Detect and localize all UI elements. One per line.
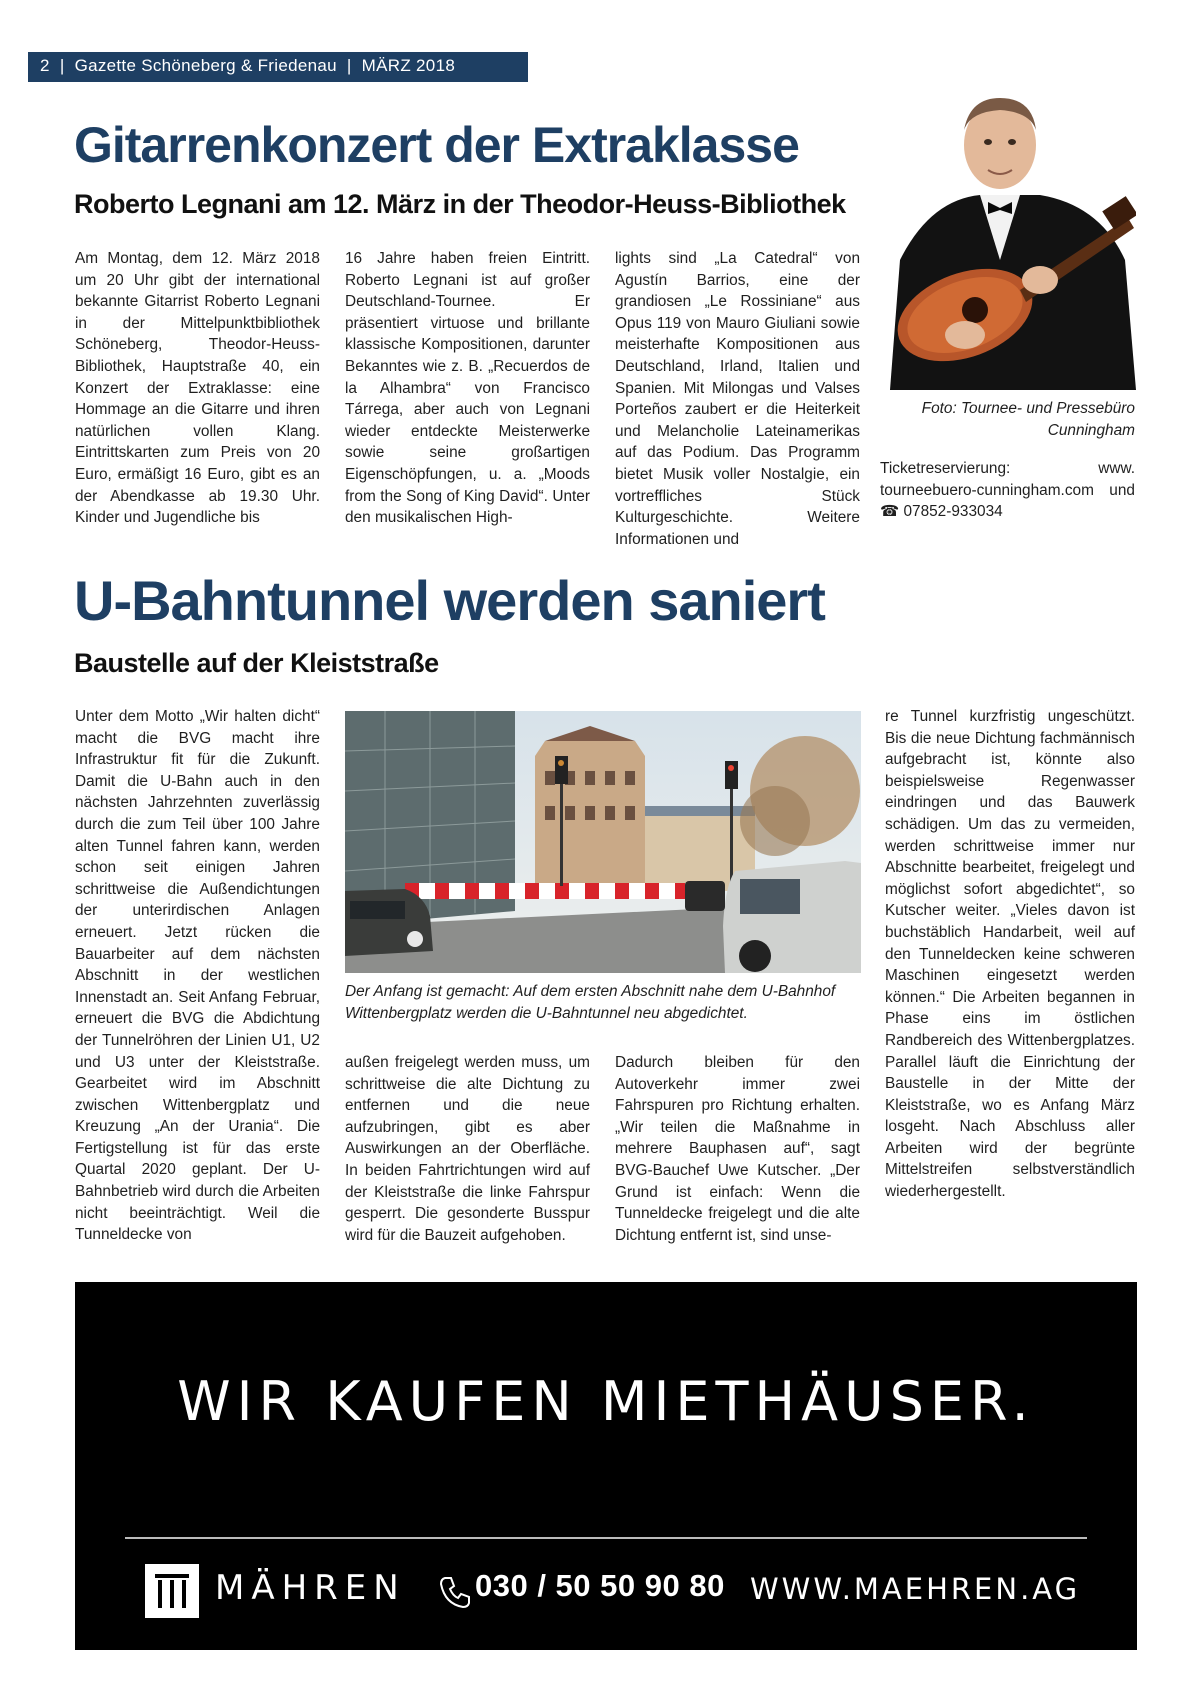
page-number: 2 <box>40 56 50 75</box>
article1-headline: Gitarrenkonzert der Extraklasse <box>74 117 799 173</box>
article2-column-3: Dadurch bleiben für den Autoverkehr immer zwei Fahrspuren pro Richtung erhalten. „Wir teilen die Maßnahme in mehrere Bauphasen auf“, sagt BVG-Bauchef Uwe Kutscher. „Der Grund ist einfach: Wenn die Tunneldecke freigelegt und die alte Dichtung entfernt ist, sind unse- <box>615 1054 860 1244</box>
advertisement-banner <box>75 1282 1137 1650</box>
photo-caption: Der Anfang ist gemacht: Auf dem ersten Abschnitt nahe dem U-Bahnhof Wittenbergplatz werden die U-Bahntunnel neu abgedichtet. <box>345 983 836 1022</box>
issue-date: MÄRZ 2018 <box>361 56 456 75</box>
article2-column-2: außen freigelegt werden muss, um schrittweise die alte Dichtung zu entfernen und die neue aufzubringen, gibt es aber Auswirkungen an der Oberfläche. In beiden Fahrtrichtungen wird auf der Kleiststraße die linke Fahrspur gesperrt. Die gesonderte Busspur wird für die Bauzeit aufgehoben. <box>345 1054 590 1244</box>
publication-name: Gazette Schöneberg & Friedenau <box>74 56 337 75</box>
photo-credit: Foto: Tournee- und Pressebüro Cunningham <box>921 400 1135 439</box>
article2-column-4: re Tunnel kurzfristig ungeschützt. Bis die neue Dichtung fachmännisch aufgebracht ist, könnte also beispielsweise Regenwasser eindringen und das Bauwerk schädigen. Um das zu vermeiden, werden schrittweise immer nur Abschnitte bearbeitet, freigelegt und möglichst sofort abgedichtet“, so Kutscher weiter. „Vieles davon ist buchstäblich Handarbeit, weil auf den Tunneldecken keine schweren Maschinen eingesetzt werden können.“ Die Arbeiten begannen in Phase eins im östlichen Randbereich des Wittenbergplatzes. Parallel läuft die Einrichtung der Baustelle in der Mitte der Kleiststraße, wo es Anfang März losgeht. Nach Abschluss aller Arbeiten wird der begrünte Mittelstreifen selbstverständlich wiederhergestellt. <box>885 708 1135 1201</box>
article2-headline: U-Bahntunnel werden saniert <box>74 569 825 632</box>
phone-icon <box>435 1572 475 1612</box>
ad-phone-number[interactable]: 030 / 50 50 90 80 <box>475 1568 725 1603</box>
ad-website-link[interactable]: WWW.MAEHREN.AG <box>750 1572 1081 1606</box>
construction-site-photo <box>345 711 861 973</box>
article1-column-1: Am Montag, dem 12. März 2018 um 20 Uhr gibt der international bekannte Gitarrist Roberto Legnani in der Mittelpunktbibliothek Schöneberg, Theodor-Heuss-Bibliothek, Hauptstraße 40, ein Konzert der Extraklasse: eine Hommage an die Gitarre und ihren natürlichen vollen Klang. Eintrittskarten zum Preis von 20 Euro, ermäßigt 16 Euro, gibt es an der Abendkasse ab 19.30 Uhr. Kinder und Jugendliche bis <box>75 250 320 527</box>
ad-divider <box>125 1537 1087 1539</box>
article2-subheadline: Baustelle auf der Kleiststraße <box>74 648 439 678</box>
ticket-info: Ticketreservierung: www. tourneebuero-cunningham.com und ☎ 07852-933034 <box>880 460 1135 521</box>
header-separator: | <box>346 56 352 75</box>
article1-column-3: lights sind „La Catedral“ von Agustín Barrios, eine der grandiosen „Le Rossiniane“ aus Opus 119 von Mauro Giuliani sowie meisterhafte Kompositionen aus Deutschland, Irland, Italien und Spanien. Mit Milongas und Valses Porteños zaubert er die Heiterkeit und Melancholie Lateinamerikas auf das Podium. Das Programm bietet Musik voller Nostalgie, ein vortreffliches Stück Kulturgeschichte. Weitere Informationen und <box>615 250 860 548</box>
maehren-logo-icon <box>145 1564 199 1618</box>
ad-brand: MÄHREN <box>215 1568 406 1608</box>
ad-headline: WIR KAUFEN MIETHÄUSER. <box>177 1370 1035 1433</box>
header-separator: | <box>59 56 65 75</box>
article1-column-2: 16 Jahre haben freien Eintritt. Roberto Legnani ist auf großer Deutschland-Tournee. Er präsentiert virtuose und brillante klassische Kompositionen, darunter Bekanntes wie z. B. „Recuerdos de la Alhambra“ von Francisco Tárrega, aber auch von Legnani wieder entdeckte Meisterwerke sowie seine großartigen Eigenschöpfungen, u. a. „Moods from the Song of King David“. Unter den musikalischen High- <box>345 250 590 527</box>
page-header <box>40 56 455 76</box>
article1-subheadline: Roberto Legnani am 12. März in der Theodor-Heuss-Bibliothek <box>74 189 846 219</box>
article2-column-1: Unter dem Motto „Wir halten dicht“ macht die BVG macht ihre Infrastruktur fit für die Zukunft. Damit die U-Bahn auch in den nächsten Jahrzehnten zuverlässig durch die zum Teil über 100 Jahre alten Tunnel fahren kann, werden schon seit einigen Jahren schrittweise die Außendichtungen der unterirdischen Anlagen erneuert. Jetzt rücken die Bauarbeiter auf dem nächsten Abschnitt in der westlichen Innenstadt an. Seit Anfang Februar, erneuert die BVG die Abdichtung der Tunnelröhren der Linien U1, U2 und U3 unter der Kleiststraße. Gearbeitet wird im Abschnitt zwischen Wittenbergplatz und Kreuzung „An der Urania“. Die Fertigstellung ist für das erste Quartal 2020 geplant. Der U-Bahnbetrieb wird durch die Arbeiten nicht beeinträchtigt. Weil die Tunneldecke von <box>75 708 320 1244</box>
guitarist-photo <box>870 90 1136 390</box>
